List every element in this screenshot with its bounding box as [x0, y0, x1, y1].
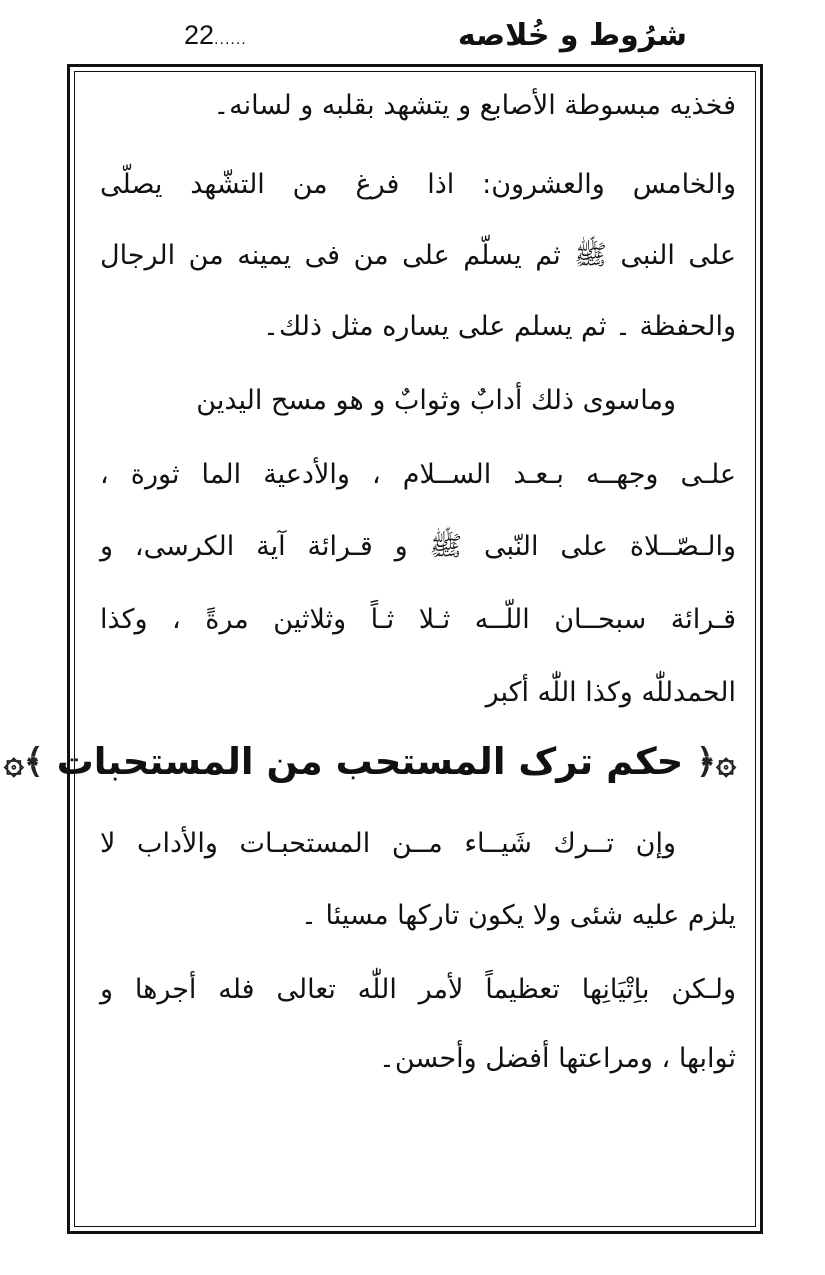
page-number-dots: ...... [214, 31, 247, 48]
section-heading-text: حکم ترک المستحب من المستحبات [56, 740, 684, 783]
text-line: وإن تــرك شَیــاء مــن المستحبـات والأداب لا [100, 828, 676, 859]
text-line: علـی وجهــه بـعـد الســلام ، والأدعیة الما ثورة ، [100, 459, 736, 490]
text-line: ثوابها ، ومراعتها أفضل وأحسن۔ [379, 1043, 736, 1074]
ornament-bracket-right: ۞﴿ [696, 742, 736, 782]
text-line: والـصّــلاة علی النّبی ﷺ و قـرائة آیة الکرسی، و [100, 531, 736, 562]
paragraph-block-top [100, 92, 736, 712]
page-header [0, 14, 825, 64]
page-number [184, 20, 247, 51]
ornament-bracket-left: ﴾۞ [3, 742, 44, 782]
text-line: وماسوی ذلك أدابٌ وثوابٌ و هو مسح الیدین [196, 385, 676, 416]
text-line: الحمدللّٰه وکذا اللّٰه أکبر [485, 677, 736, 708]
text-line: فخذيه مبسوطة الأصابع و يتشهد بقلبه و لسانه۔ [213, 90, 736, 121]
paragraph-block-bottom [100, 830, 736, 1090]
text-line: علی النبی ﷺ ثم یسلّم علی من فی یمینه من الرجال [100, 240, 736, 271]
text-line: ولـکن باِتْیَانِها تعظیماً لأمر اللّٰه تعالی فله أجرها و [100, 974, 736, 1005]
text-line: والخامس والعشرون: اذا فرغ من التشّهد يصلّی [100, 169, 736, 200]
text-line: قـرائة سبحــان اللّــه ثـلا ثـاً وثلاثین مرةً ، وکذا [100, 604, 736, 635]
book-title: شرُوط و خُلاصه [457, 18, 687, 53]
text-line: والحفظة ۔ ثم یسلم علی یساره مثل ذلك۔ [263, 311, 736, 342]
page-number-value: 22 [184, 20, 215, 50]
text-line: یلزم علیه شئی ولا یکون تارکها مسیئا ۔ [301, 900, 736, 931]
section-heading [3, 738, 736, 798]
